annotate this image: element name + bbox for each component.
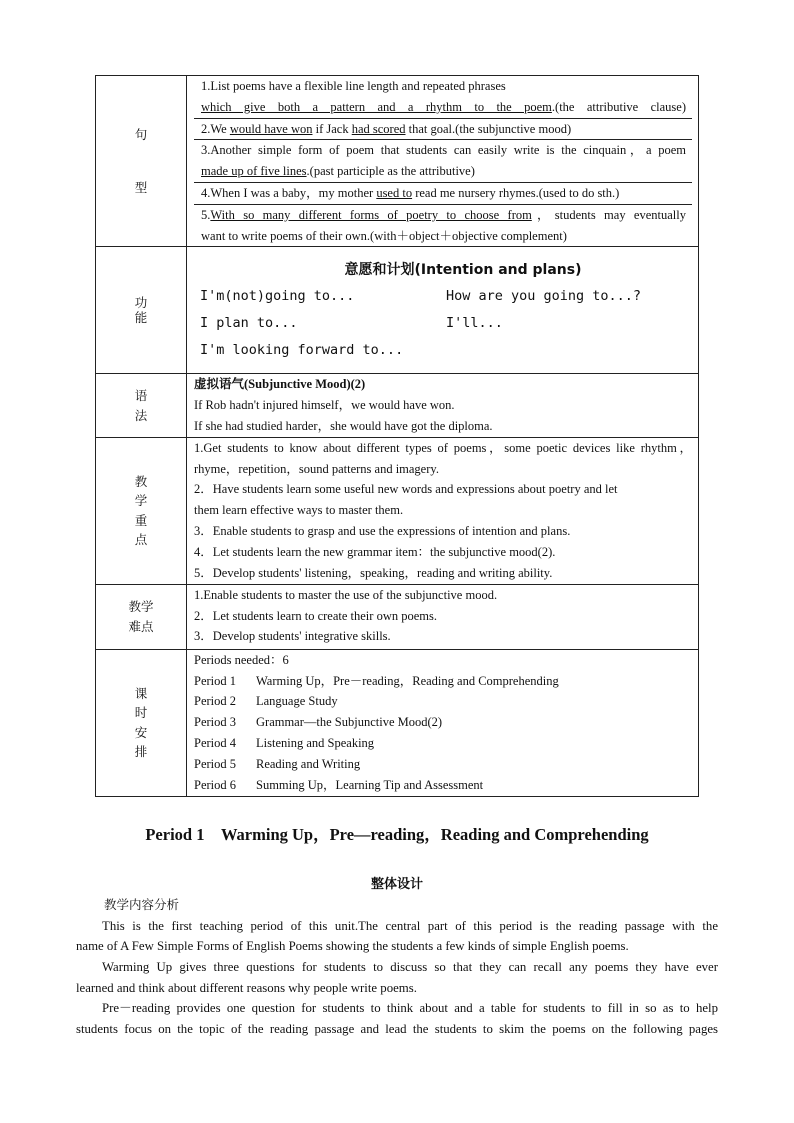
pattern-4	[194, 183, 692, 205]
difficulty-line: 2．Let students learn to create their own poems.	[194, 608, 437, 623]
pattern-5-line-1	[201, 205, 686, 226]
row-schedule	[96, 649, 699, 796]
period-number: Period 2	[194, 694, 237, 709]
period-number: Period 5	[194, 756, 237, 771]
label-char: 语	[134, 387, 148, 403]
pattern-4-underlined: used to	[376, 185, 413, 200]
label-key-points	[96, 437, 187, 584]
grammar-content	[187, 374, 699, 437]
label-grammar	[96, 374, 187, 437]
grammar-title: 虚拟语气(Subjunctive Mood)(2)	[194, 377, 366, 392]
label-char: 型	[134, 180, 148, 196]
period-number: Period 4	[194, 735, 237, 750]
row-key-points	[96, 437, 699, 584]
period-content: Grammar—the Subjunctive Mood(2)	[256, 715, 443, 730]
schedule-row	[194, 691, 692, 712]
schedule-row	[194, 671, 692, 692]
label-char: 课	[134, 685, 148, 701]
label-sentence-patterns	[96, 76, 187, 247]
difficulty-line: 1.Enable students to master the use of the subjunctive mood.	[194, 587, 498, 602]
label-char: 重	[134, 512, 148, 528]
label-schedule	[96, 649, 187, 796]
period-title: Period 1 Warming Up，Pre—reading，Reading and Comprehending	[145, 825, 649, 844]
period-content: Summing Up，Learning Tip and Assessment	[256, 777, 484, 792]
pattern-2-underlined-1: would have won	[229, 121, 313, 136]
period-number: Period 6	[194, 777, 237, 792]
schedule-row	[194, 733, 692, 754]
pattern-1	[194, 76, 692, 119]
period-content: Warming Up，Pre－reading，Reading and Comprehending	[256, 673, 559, 688]
content-analysis	[76, 895, 718, 1040]
function-phrase: I'm(not)going to...	[200, 288, 355, 305]
label-function	[96, 247, 187, 374]
pattern-2-line	[201, 119, 686, 140]
design-title: 整体设计	[370, 877, 423, 892]
function-phrase: I plan to...	[200, 315, 298, 332]
label-char: 排	[134, 744, 148, 760]
pattern-3-note: .(past participle as the attributive)	[306, 164, 475, 179]
pattern-5	[194, 205, 692, 247]
label-char: 点	[134, 532, 148, 548]
schedule-row	[194, 754, 692, 775]
analysis-line: Warming Up gives three questions for students to discuss so that they can recall any poems they have ever	[102, 960, 718, 975]
pattern-3	[194, 140, 692, 183]
period-content: Language Study	[256, 694, 338, 709]
key-point-line: 3．Enable students to grasp and use the expressions of intention and plans.	[194, 523, 571, 538]
key-points-content	[187, 437, 699, 584]
text: if Jack	[312, 121, 352, 136]
teaching-plan-table	[95, 75, 699, 797]
schedule-content	[187, 649, 699, 796]
row-grammar	[96, 374, 699, 437]
label-char: 教	[134, 473, 148, 489]
pattern-3-line-2	[201, 161, 686, 182]
periods-needed: Periods needed：6	[194, 652, 289, 667]
function-content	[187, 247, 699, 374]
label-line: 难点	[128, 618, 154, 634]
row-difficulties	[96, 584, 699, 649]
schedule-row	[194, 775, 692, 796]
function-title: 意愿和计划(Intention and plans)	[344, 262, 582, 279]
pattern-1-note: .(the attributive clause)	[551, 99, 686, 114]
key-point-line: 1.Get students to know about different types of poems，some poetic devices like rhythm，	[194, 440, 692, 455]
row-sentence-patterns	[96, 76, 699, 247]
pattern-3-underlined: made up of five lines	[201, 164, 307, 179]
label-difficulties	[96, 584, 187, 649]
analysis-heading: 教学内容分析	[104, 897, 180, 912]
period-content: Reading and Writing	[256, 756, 361, 771]
analysis-line: students focus on the topic of the reading passage and lead the students to skim the poems on the following pages	[76, 1022, 718, 1037]
sentence-patterns-content	[187, 76, 699, 247]
text: ，students may eventually	[531, 207, 686, 222]
row-function	[96, 247, 699, 374]
key-point-line: 4．Let students learn the new grammar item：the subjunctive mood(2).	[194, 544, 556, 559]
label-char: 句	[134, 126, 148, 142]
pattern-4-line	[201, 183, 686, 204]
text: 5.	[201, 207, 211, 222]
text: that goal.(the subjunctive mood)	[405, 121, 572, 136]
label-char: 时	[134, 705, 148, 721]
function-phrase: How are you going to...?	[446, 288, 642, 305]
grammar-example: If Rob hadn't injured himself，we would have won.	[194, 398, 455, 413]
label-char: 能	[134, 310, 148, 326]
label-char: 法	[134, 407, 148, 423]
key-point-line: them learn effective ways to master them.	[194, 503, 404, 518]
pattern-1-line-2	[201, 97, 686, 118]
pattern-5-underlined: With so many different forms of poetry to choose from	[210, 207, 532, 222]
difficulties-content	[187, 584, 699, 649]
grammar-example: If she had studied harder，she would have got the diploma.	[194, 418, 493, 433]
analysis-line: Pre－reading provides one question for students to think about and a table for students to fill in so as to help	[102, 1001, 718, 1016]
period-number: Period 3	[194, 715, 237, 730]
schedule-row	[194, 712, 692, 733]
analysis-line: name of A Few Simple Forms of English Poems showing the students a few kinds of simple English poems.	[76, 939, 629, 954]
function-phrase: I'll...	[446, 315, 503, 332]
analysis-line: This is the first teaching period of this unit.The central part of this period is the reading passage with the	[102, 918, 718, 933]
key-point-line: 5．Develop students' listening，speaking，reading and writing ability.	[194, 565, 553, 580]
function-phrases	[194, 283, 692, 364]
pattern-2	[194, 119, 692, 141]
pattern-2-underlined-2: had scored	[351, 121, 406, 136]
text: read me nursery rhymes.(used to do sth.)	[412, 185, 620, 200]
key-point-line: rhyme，repetition，sound patterns and imagery.	[194, 461, 439, 476]
text: 4.When I was a baby，my mother	[201, 185, 377, 200]
pattern-1-underlined: which give both a pattern and a rhythm to the poem	[201, 99, 552, 114]
period-number: Period 1	[194, 673, 237, 688]
text: 2.We	[201, 121, 230, 136]
period-content: Listening and Speaking	[256, 735, 375, 750]
pattern-3-line-1: 3.Another simple form of poem that students can easily write is the cinquain，a poem	[201, 143, 686, 158]
label-char: 安	[134, 724, 148, 740]
pattern-1-line-1: 1.List poems have a flexible line length and repeated phrases	[201, 79, 506, 93]
label-line: 教学	[128, 599, 154, 615]
difficulty-line: 3．Develop students' integrative skills.	[194, 629, 391, 644]
pattern-5-line-2: want to write poems of their own.(with＋object＋objective complement)	[201, 228, 567, 243]
analysis-line: learned and think about different reasons why people write poems.	[76, 980, 417, 995]
label-char: 功	[134, 294, 148, 310]
label-char: 学	[134, 493, 148, 509]
function-phrase: I'm looking forward to...	[200, 342, 404, 359]
key-point-line: 2．Have students learn some useful new words and expressions about poetry and let	[194, 482, 618, 497]
